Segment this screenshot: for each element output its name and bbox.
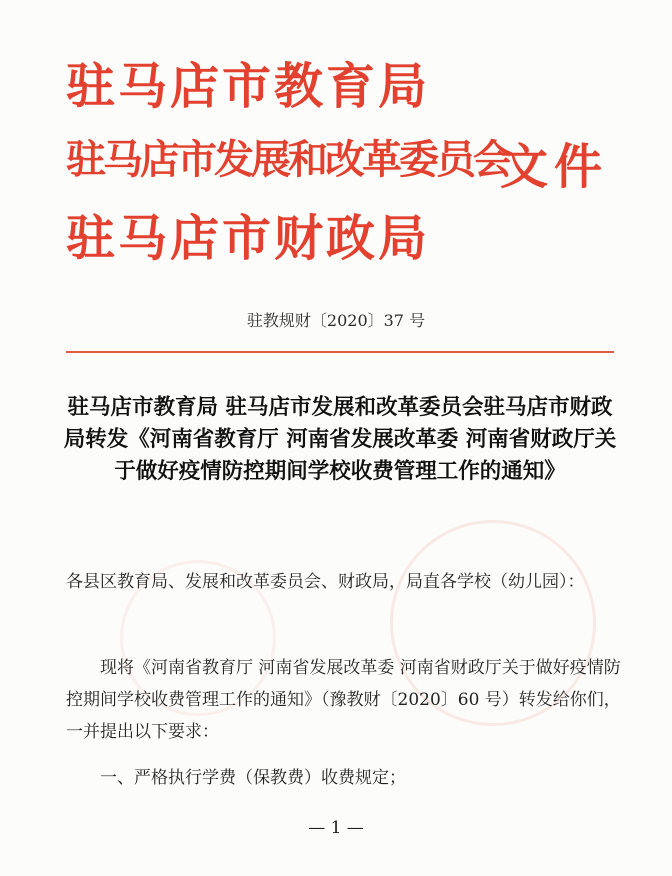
issuer-education-bureau: 驻马店市教育局 xyxy=(66,58,431,115)
red-divider-line xyxy=(66,351,614,353)
issuer-finance-bureau: 驻马店市财政局 xyxy=(66,210,431,267)
requirement-item-1: 一、严格执行学费（保教费）收费规定； xyxy=(100,768,406,788)
document-label: 文件 xyxy=(500,139,609,195)
addressee-line: 各县区教育局、发展和改革委员会、财政局，局直各学校（幼儿园）： xyxy=(66,572,585,592)
body-paragraph: 现将《河南省教育厅 河南省发展改革委 河南省财政厅关于做好疫情防控期间学校收费管理工作的通知》（豫教财〔2020〕60 号）转发给你们，一并提出以下要求： xyxy=(66,658,621,742)
document-number: 驻教规财〔2020〕37 号 xyxy=(246,311,426,330)
document-title: 驻马店市教育局 驻马店市发展和改革委员会驻马店市财政局转发《河南省教育厅 河南省发展改革委 河南省财政厅关于做好疫情防控期间学校收费管理工作的通知》 xyxy=(63,395,617,484)
page-number: — 1 — xyxy=(308,818,364,838)
issuer-development-reform-commission: 驻马店市发展和改革委员会 xyxy=(66,137,510,183)
